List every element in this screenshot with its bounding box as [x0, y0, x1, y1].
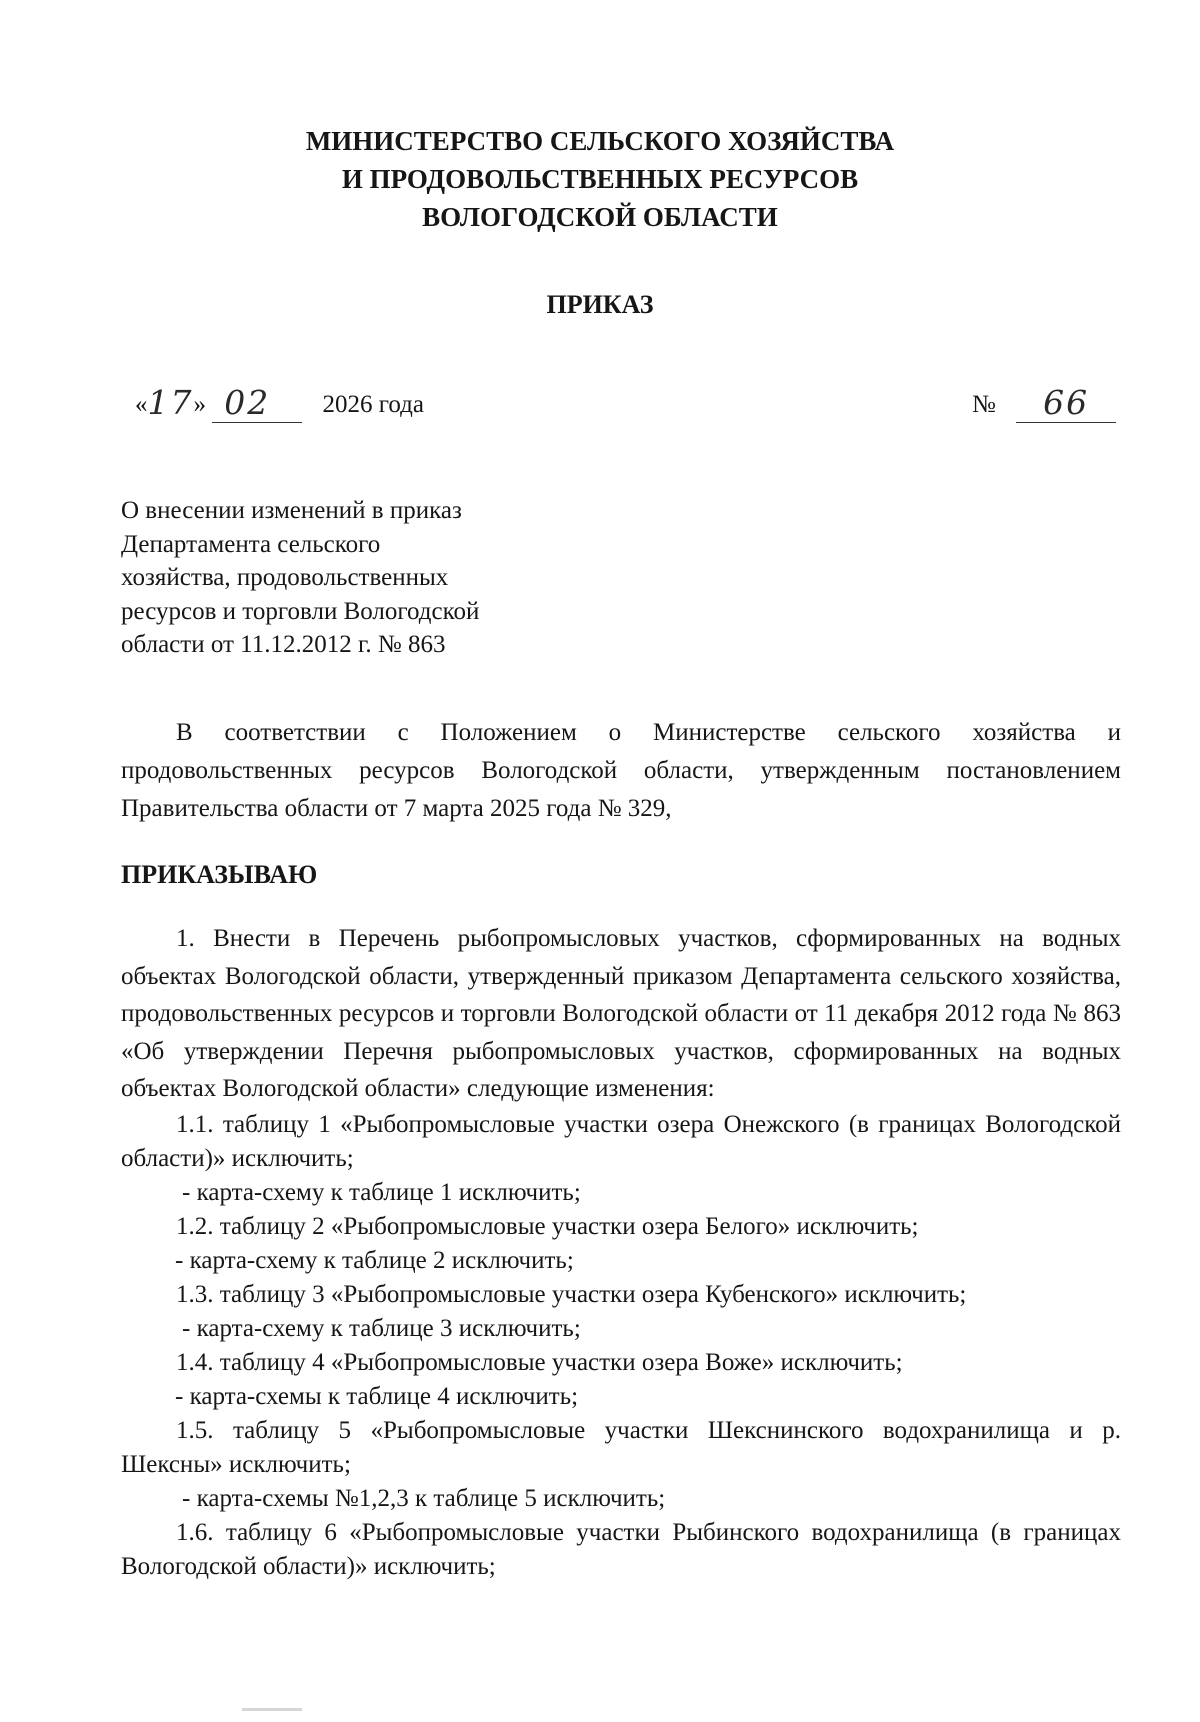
clause-1: 1. Внести в Перечень рыбопромысловых участков, сформированных на водных объектах Вологодской области, утвержденный приказом Департамента сельского хозяйства, продовольственных ресурсов и торговли Вологодской области от 11 декабря 2012 года № 863 «Об утверждении Перечня рыбопромысловых участков, сформированных на водных объектах Вологодской области» следующие изменения: — [121, 925, 1121, 1102]
ministry-header-line-3: ВОЛОГОДСКОЙ ОБЛАСТИ — [422, 202, 778, 232]
clause-1-5-map: - карта-схемы №1,2,3 к таблице 5 исключить; — [182, 1484, 666, 1512]
legal-basis-paragraph: В соответствии с Положением о Министерстве сельского хозяйства и продовольственных ресурсов Вологодской области, утвержденным постановлением Правительства области от 7 марта 2025 года № 329, — [121, 719, 1121, 822]
order-body — [121, 920, 1121, 1584]
order-number — [972, 383, 1116, 423]
document-type-title: ПРИКАЗ — [546, 290, 654, 319]
clause-1-4: 1.4. таблицу 4 «Рыбопромысловые участки озера Воже» исключить; — [176, 1348, 903, 1376]
ministry-header-line-2: И ПРОДОВОЛЬСТВЕННЫХ РЕСУРСОВ — [341, 164, 859, 194]
clause-1-1-map: - карта-схему к таблице 1 исключить; — [182, 1178, 581, 1206]
handwritten-number: 66 — [1043, 383, 1090, 422]
clause-1-2-map: - карта-схему к таблице 2 исключить; — [175, 1246, 574, 1274]
ministry-header — [0, 122, 1200, 236]
number-sign: № — [972, 391, 996, 418]
clause-1-5: 1.5. таблицу 5 «Рыбопромысловые участки Шекснинского водохранилища и р. Шексны» исключить; — [121, 1416, 1121, 1478]
date-year: 2026 года — [322, 391, 424, 418]
order-subject — [121, 494, 541, 662]
handwritten-month: 02 — [224, 383, 271, 422]
subject-line-3: хозяйства, продовольственных — [121, 564, 449, 591]
clause-1-6: 1.6. таблицу 6 «Рыбопромысловые участки Рыбинского водохранилища (в границах Вологодской области)» исключить; — [121, 1518, 1121, 1580]
clause-1-1: 1.1. таблицу 1 «Рыбопромысловые участки озера Онежского (в границах Вологодской области)» исключить; — [121, 1110, 1121, 1172]
date-open-quote: « — [135, 391, 148, 418]
ministry-header-line-1: МИНИСТЕРСТВО СЕЛЬСКОГО ХОЗЯЙСТВА — [305, 126, 895, 156]
handwritten-day: 17 — [147, 383, 194, 422]
clause-1-4-map: - карта-схемы к таблице 4 исключить; — [175, 1382, 579, 1410]
subject-line-2: Департамента сельского — [121, 530, 381, 558]
scan-artifact — [242, 1708, 302, 1711]
date-close-quote: » — [193, 391, 206, 418]
subject-line-1: О внесении изменений в приказ — [121, 497, 462, 524]
clause-1-2: 1.2. таблицу 2 «Рыбопромысловые участки озера Белого» исключить; — [176, 1212, 919, 1240]
subject-line-4: ресурсов и торговли Вологодской — [121, 597, 480, 625]
order-date — [135, 383, 424, 423]
clause-1-3-map: - карта-схему к таблице 3 исключить; — [182, 1314, 581, 1342]
order-directive-heading: ПРИКАЗЫВАЮ — [121, 860, 318, 889]
clause-1-3: 1.3. таблицу 3 «Рыбопромысловые участки озера Кубенского» исключить; — [176, 1280, 967, 1308]
subject-line-5: области от 11.12.2012 г. № 863 — [121, 631, 446, 658]
